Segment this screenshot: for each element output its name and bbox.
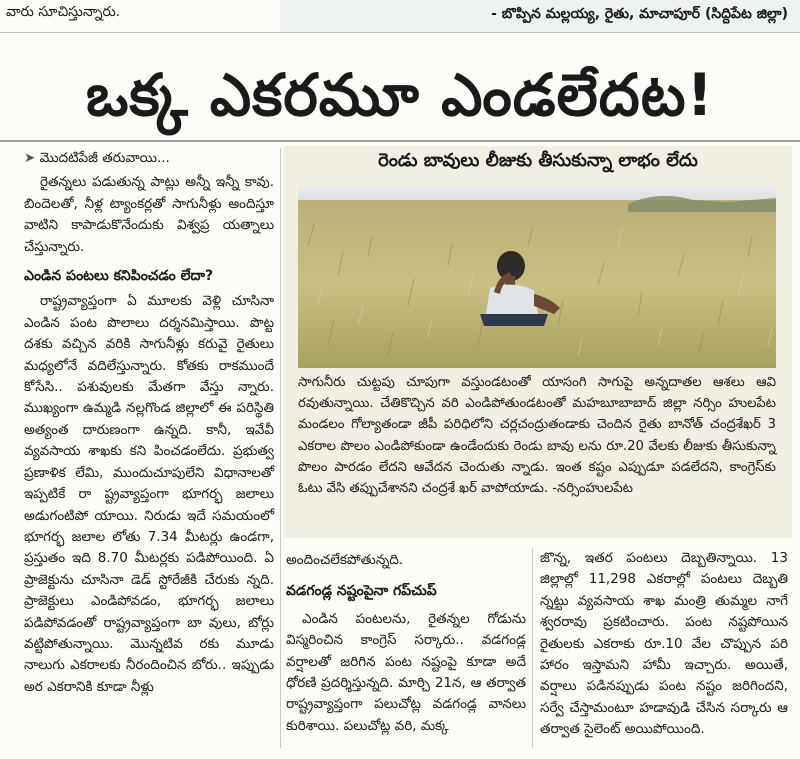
column-divider-2 (532, 548, 533, 748)
chevron-right-icon: ➤ (24, 150, 36, 166)
headline: ఒక్క ఎకరమూ ఎండలేదట! (86, 61, 714, 129)
quote-attribution: - బొప్పిన మల్లయ్య, రైతు, మాచాపూర్ (సిద్దిపేట జిల్లా) (491, 6, 788, 22)
photo-title: రెండు బావులు లీజుకు తీసుకున్నా లాభం లేదు (378, 150, 698, 171)
subhead-dried-crops: ఎండిన పంటలు కనిపించడం లేదా? (24, 268, 214, 285)
intro-paragraph: రైతన్నలు పడుతున్న పాట్లు అన్నీ ఇన్నీ కావు. బిందెలతో, నీళ్ల ట్యాంకర్లతో సాగునీళ్లు అందిస్తూ వాటిని కాపాడుకొనేందుకు విశ్వప్ర యత్నాలు చేస్తున్నారు. (24, 174, 274, 255)
photo-caption: సాగునీరు చుట్టపు చూపుగా వస్తుండటంతో యాసంగి సాగుపై అన్నదాతల ఆశలు ఆవి రవుతున్నాయి. చేతికొచ్చిన వరి ఎండిపోతుండటంతో మహబూబాబాద్ జిల్లా నర్సిం హులపేట మండలం గోల్యాతండా జీపీ పరిధిలోని చర్లచంద్రుతండాకు చెందిన రైతు బానోత్ చంద్రశేఖర్ 3 ఎకరాల పొలం ఎండిపోకుండా ఉండేందుకు రెండు బావు లను రూ.20 వేలకు లీజుకు తీసుకున్నా పొలం పారడం లేదని ఆవేదన చెందుతు న్నాడు. ఇంత కష్టం ఎప్పుడూ పడలేదని, కాంగ్రెస్‌కు ఓటు వేసి తప్పుచేశానని చంద్రశే ఖర్ వాపోయాడు. -నర్సింహులపేట (298, 375, 776, 497)
column-3 (540, 548, 788, 741)
subhead-hailstorm: వడగండ్ల నష్టంపైనా గప్‌చుప్ (286, 583, 437, 600)
column-1 (24, 148, 274, 698)
kicker-text: మొదటిపేజీ తరువాయి... (39, 150, 170, 166)
farmer-photo (298, 186, 776, 368)
column-divider (280, 148, 281, 748)
column-2 (286, 550, 526, 737)
kicker (24, 148, 274, 169)
body-paragraph-3: జొన్న, ఇతర పంటలు దెబ్బతిన్నాయి. 13 జిల్లాల్లో 11,298 ఎకరాల్లో పంటలు దెబ్బతి న్నట్టు వ్యవసాయ శాఖ మంత్రి తుమ్మల నాగే శ్వరరావు ప్రకటించారు. పంట నష్టపోయిన రైతులకు ఎకరాకు రూ.10 వేల చొప్పున పరి హారం ఇస్తామని హామీ ఇచ్చారు. అయితే, వర్షాలు పడినప్పుడు పంట నష్టం జరిగిందని, సర్వే చేస్తామంటూ హడావుడి చేసిన సర్కారు ఆ తర్వాత సైలెంట్ అయిపోయింది. (540, 550, 788, 738)
headline-rule (0, 140, 800, 142)
paddy-field-image (298, 186, 776, 368)
body-paragraph-2: ఎండిన పంటలను, రైతన్నల గోడును విస్మరించిన కాంగ్రెస్ సర్కారు.. వడగండ్ల వర్షాలతో జరిగిన పంట నష్టంపై కూడా అదే ధోరణి ప్రదర్శిస్తున్నది. మార్చి 21న, ఆ తర్వాత రాష్ట్రవ్యాప్తంగా పలుచోట్ల వడగండ్ల వానలు కురిశాయి. పలుచోట్ల వరి, మక్క (286, 610, 526, 734)
quote-attribution-box (280, 0, 800, 32)
body-paragraph: రాష్ట్రవ్యాప్తంగా ఏ మూలకు వెళ్లి చూసినా ఎండిన పంట పొలాలు దర్శనమిస్తాయి. పొట్ట దశకు వచ్చిన వరికి సాగునీళ్లు కరువై రైతులు మధ్యలోనే వదిలేస్తున్నారు. కోతకు రాకముందే కోసేసి.. పశువులకు మేతగా వేస్తు న్నారు. ముఖ్యంగా ఉమ్మడి నల్లగొండ జిల్లాలో ఈ పరిస్థితి అత్యంత దారుణంగా ఉన్నది. కానీ, ఇవేవీ వ్యవసాయ శాఖకు కని పించడంలేదు. ప్రభుత్వ ప్రణాళిక లేమి, ముందుచూపులేని విధానాలతో ఇప్పటికే రా ష్ట్రవ్యాప్తంగా భూగర్భ జలాలు అడుగంటిపో యాయి. నిరుడు ఇదే సమయంలో భూగర్భ జలాల లోతు 7.34 మీటర్లు ఉండగా, ప్రస్తుతం ఇది 8.70 మీటర్లకు పడిపోయింది. ఏ ప్రాజెక్టును చూసినా డెడ్ స్టోరేజీకి చేరుకు న్నది. ప్రాజెక్టులు ఎండిపోవడం, భూగర్భ జలాలు పడిపోవడంతో రాష్ట్రవ్యాప్తంగా బా వులు, బోర్లు వట్టిపోతున్నాయి. మొన్నటివ రకు మూడు నాలుగు ఎకరాలకు నీరందించిన బోరు.. ఇప్పుడు అర ఎకరానికి కూడా నీళ్లు (24, 293, 274, 695)
previous-article-tail: వారు సూచిస్తున్నారు. (6, 4, 121, 20)
continuation-line: అందించలేకపోతున్నది. (286, 552, 404, 568)
